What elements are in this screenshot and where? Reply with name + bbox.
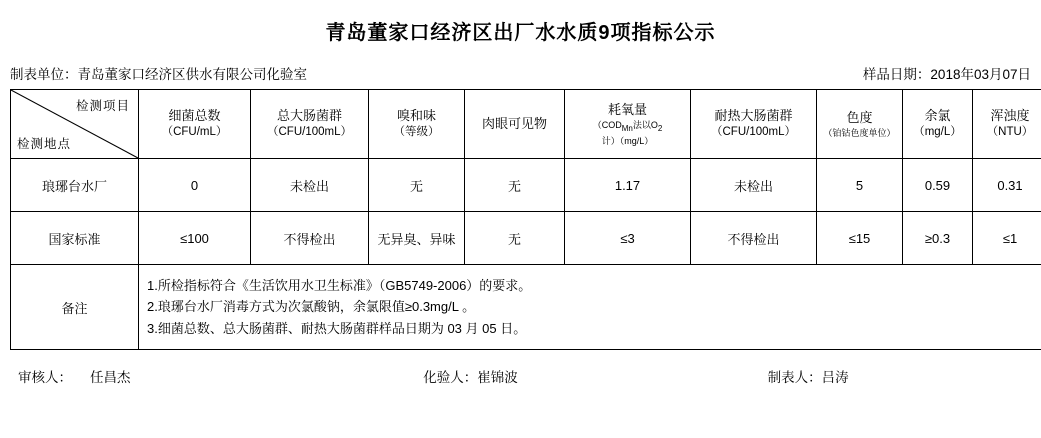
column-header-chroma [817, 90, 903, 159]
page-title: 青岛董家口经济区出厂水水质9项指标公示 [325, 22, 716, 44]
column-header-total-coliform [251, 90, 369, 159]
signature-row [0, 350, 1041, 386]
sample-date-label: 样品日期：2018年03月07日 [862, 67, 1031, 82]
cell-total-coliform: 不得检出 [251, 212, 369, 265]
cell-oxygen-consumption: ≤3 [565, 212, 691, 265]
cell-oxygen-consumption: 1.17 [565, 159, 691, 212]
col-header-line1: 色度 [846, 110, 873, 126]
reviewer-block [10, 366, 423, 386]
col-header-line1: 细菌总数 [168, 108, 221, 124]
cell-residual-chlorine: ≥0.3 [903, 212, 973, 265]
col-header-unit: （mg/L） [619, 135, 654, 146]
remark-line-1: 1.所检指标符合《生活饮用水卫生标准》（GB5749-2006）的要求。 [147, 277, 532, 293]
col-header-mn: Mn [621, 123, 633, 133]
maker-name: 吕涛 [821, 370, 849, 385]
column-header-thermotolerant-coliform [691, 90, 817, 159]
table-row [11, 212, 1041, 265]
tester-block [423, 366, 767, 386]
remark-label: 备注 [11, 265, 139, 350]
col-header-cod: （COD [592, 119, 622, 130]
tester-label: 化验人： [423, 370, 478, 385]
row-label-national-standard: 国家标准 [11, 212, 139, 265]
col-header-line2: （mg/L） [913, 126, 962, 139]
col-header-line2: （铂钴色度单位） [823, 127, 896, 138]
col-header-line2: （CFU/100mL） [711, 126, 796, 139]
reviewer-label: 审核人： [18, 370, 72, 385]
cell-visible-matter: 无 [465, 212, 565, 265]
column-header-odor-taste [369, 90, 465, 159]
cell-turbidity: ≤1 [973, 212, 1041, 265]
reviewer-name: 任昌杰 [90, 370, 131, 385]
col-header-method: 法以O [632, 119, 658, 130]
corner-header-cell [11, 90, 139, 159]
col-header-line2: （NTU） [986, 126, 1034, 139]
col-header-line1: 余氯 [924, 108, 951, 124]
maker-block [768, 366, 1031, 386]
cell-residual-chlorine: 0.59 [903, 159, 973, 212]
col-header-line1: 浑浊度 [990, 108, 1030, 124]
cell-turbidity: 0.31 [973, 159, 1041, 212]
cell-thermotolerant-coliform: 未检出 [691, 159, 817, 212]
cell-bacteria-count: 0 [139, 159, 251, 212]
remark-body [139, 265, 1041, 350]
remark-line-3: 3.细菌总数、总大肠菌群、耐热大肠菌群样品日期为 03 月 05 日。 [147, 320, 527, 336]
remark-row [11, 265, 1041, 350]
column-header-turbidity [973, 90, 1041, 159]
corner-bottom-left-label: 检测地点 [17, 137, 72, 151]
cell-chroma: ≤15 [817, 212, 903, 265]
table-row [11, 159, 1041, 212]
col-header-line3 [567, 135, 688, 147]
col-header-line1: 嗅和味 [396, 108, 436, 124]
maker-unit-label: 制表单位：青岛董家口经济区供水有限公司化验室 [10, 67, 307, 82]
col-header-o2: 2 [657, 123, 663, 133]
col-header-line2: （CFU/mL） [161, 126, 228, 139]
cell-chroma: 5 [817, 159, 903, 212]
col-header-line1: 肉眼可见物 [481, 116, 547, 132]
col-header-line2 [567, 119, 688, 135]
cell-odor-taste: 无异臭、异味 [369, 212, 465, 265]
meta-row [0, 49, 1041, 89]
cell-odor-taste: 无 [369, 159, 465, 212]
maker-label: 制表人： [767, 370, 822, 385]
row-label-langyatai-plant: 琅琊台水厂 [11, 159, 139, 212]
column-header-oxygen-consumption [565, 90, 691, 159]
cell-thermotolerant-coliform: 不得检出 [691, 212, 817, 265]
col-header-ji: 计） [601, 135, 620, 146]
cell-visible-matter: 无 [465, 159, 565, 212]
column-header-visible-matter [465, 90, 565, 159]
column-header-residual-chlorine [903, 90, 973, 159]
water-quality-table [10, 89, 1041, 350]
col-header-line1: 总大肠菌群 [276, 108, 342, 124]
tester-name: 崔锦波 [477, 370, 518, 385]
col-header-line1: 耐热大肠菌群 [714, 108, 793, 124]
col-header-line2: （等级） [393, 126, 440, 139]
cell-total-coliform: 未检出 [251, 159, 369, 212]
corner-top-right-label: 检测项目 [75, 99, 130, 113]
column-header-bacteria-count [139, 90, 251, 159]
col-header-line2: （CFU/100mL） [267, 126, 352, 139]
remark-line-2: 2.琅琊台水厂消毒方式为次氯酸钠，余氯限值≥0.3mg/L 。 [147, 299, 476, 315]
table-header-row [11, 90, 1041, 159]
cell-bacteria-count: ≤100 [139, 212, 251, 265]
col-header-line1: 耗氧量 [607, 102, 647, 118]
